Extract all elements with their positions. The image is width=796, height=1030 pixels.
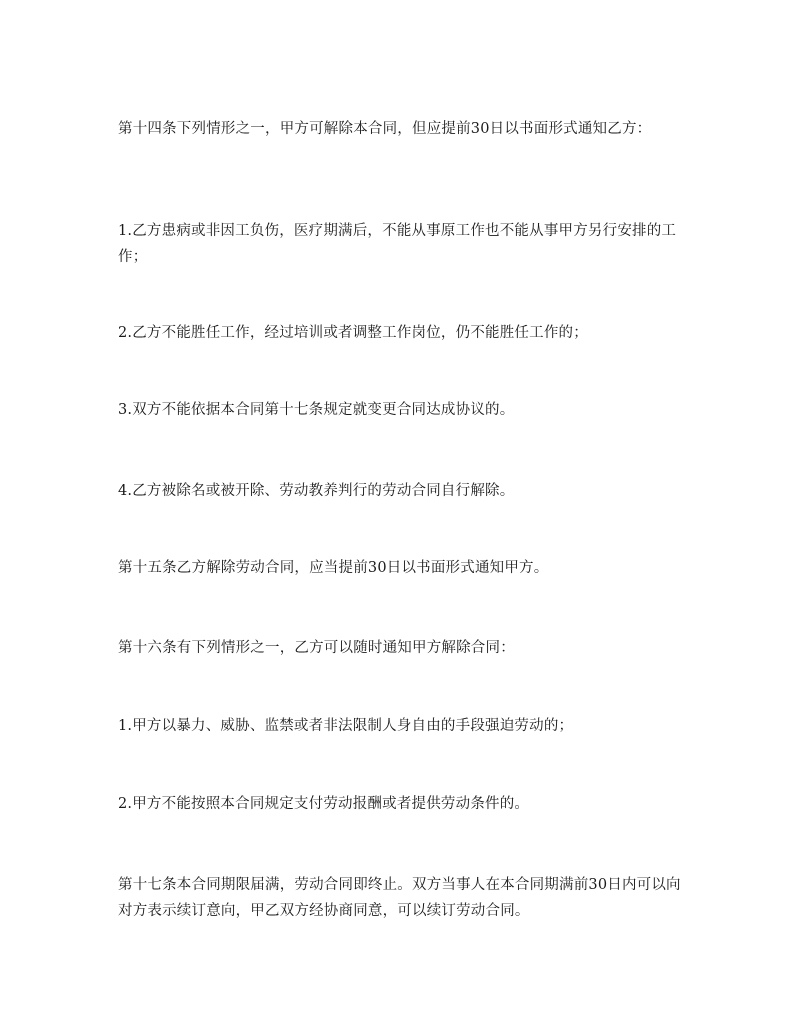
article-16-paragraph: 第十六条有下列情形之一，乙方可以随时通知甲方解除合同：: [118, 640, 515, 656]
article-16-item-2: 2.甲方不能按照本合同规定支付劳动报酬或者提供劳动条件的。: [118, 796, 530, 812]
article-17-paragraph: 第十七条本合同期限届满，劳动合同即终止。双方当事人在本合同期满前30日内可以向对方表示续订意向，甲乙双方经协商同意，可以续订劳动合同。: [118, 877, 681, 919]
article-14-paragraph: 第十四条下列情形之一，甲方可解除本合同，但应提前30日以书面形式通知乙方：: [118, 121, 652, 137]
article-14-item-2: 2.乙方不能胜任工作，经过培训或者调整工作岗位，仍不能胜任工作的；: [118, 325, 588, 341]
article-14-item-4: 4.乙方被除名或被开除、劳动教养判行的劳动合同自行解除。: [118, 483, 515, 499]
article-14-item-1: 1.乙方患病或非因工负伤，医疗期满后，不能从事原工作也不能从事甲方另行安排的工作；: [118, 223, 677, 265]
article-16-item-1: 1.甲方以暴力、威胁、监禁或者非法限制人身自由的手段强迫劳动的；: [118, 718, 574, 734]
article-14-item-3: 3.双方不能依据本合同第十七条规定就变更合同达成协议的。: [118, 402, 515, 418]
article-15-paragraph: 第十五条乙方解除劳动合同，应当提前30日以书面形式通知甲方。: [118, 560, 549, 576]
